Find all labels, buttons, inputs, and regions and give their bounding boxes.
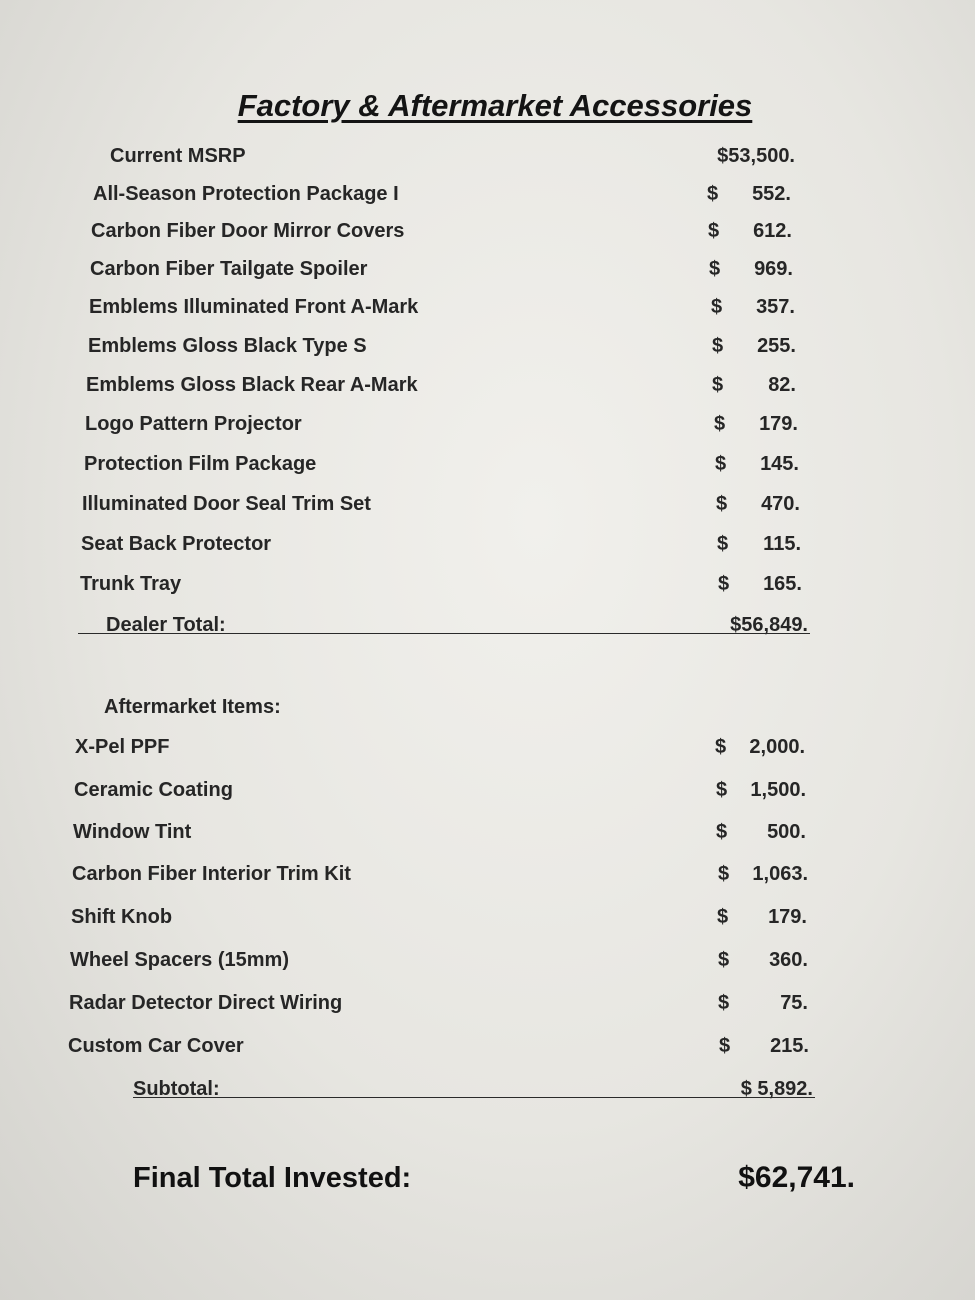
dollar-sign: $ [718,991,730,1014]
subtotal-amount: $ 5,892. [740,1077,813,1100]
item-label: Protection Film Package [84,452,317,475]
dealer-item-row [81,530,801,558]
item-label: Wheel Spacers (15mm) [70,948,289,971]
dollar-sign: $ [711,295,723,318]
dollar-sign: $ [717,905,729,928]
dollar-sign: $ [715,452,727,475]
item-amount: 1,063. [752,862,808,885]
item-amount: 357. [756,295,795,318]
dealer-item-row [82,490,800,518]
dollar-sign: $ [716,492,728,515]
dealer-item-row [93,180,791,208]
item-label: Carbon Fiber Interior Trim Kit [72,862,351,885]
item-label: Trunk Tray [80,572,182,595]
item-label: All-Season Protection Package I [93,182,399,205]
item-label: Window Tint [73,820,192,843]
msrp-label: Current MSRP [110,144,246,167]
item-amount: 145. [760,452,799,475]
item-amount: 360. [769,948,808,971]
dollar-sign: $ [712,373,724,396]
dollar-sign: $ [717,532,729,555]
item-label: Custom Car Cover [68,1034,244,1057]
item-label: Illuminated Door Seal Trim Set [82,492,371,515]
subtotal-rule [133,1097,815,1098]
item-amount: 82. [768,373,796,396]
dollar-sign: $ [708,219,720,242]
item-label: Emblems Gloss Black Type S [88,334,367,357]
dealer-item-row [89,293,795,321]
msrp-amount: $53,500. [717,144,795,167]
dollar-sign: $ [718,862,730,885]
aftermarket-item-row [74,776,806,804]
dealer-item-row [85,410,798,438]
item-amount: 2,000. [749,735,805,758]
aftermarket-item-row [73,818,806,846]
dealer-total-rule [78,633,810,634]
item-label: Carbon Fiber Door Mirror Covers [91,219,405,242]
subtotal-label: Subtotal: [133,1077,220,1100]
dealer-total-row [106,611,808,639]
dealer-item-row [86,371,796,399]
item-label: Seat Back Protector [81,532,272,555]
dollar-sign: $ [707,182,719,205]
page-title: Factory & Aftermarket Accessories [237,88,753,123]
aftermarket-item-row [68,1032,809,1060]
dollar-sign: $ [716,820,728,843]
dollar-sign: $ [714,412,726,435]
item-amount: 552. [752,182,791,205]
dollar-sign: $ [716,778,728,801]
dealer-item-row [84,450,799,478]
aftermarket-item-row [71,903,807,931]
dollar-sign: $ [718,948,730,971]
final-total-label: Final Total Invested: [133,1161,412,1194]
aftermarket-item-row [70,946,808,974]
final-total-row [133,1158,855,1198]
item-label: Shift Knob [71,905,173,928]
item-amount: 179. [759,412,798,435]
item-amount: 500. [767,820,806,843]
item-amount: 255. [757,334,796,357]
item-amount: 115. [763,532,801,555]
item-amount: 969. [754,257,793,280]
item-label: Logo Pattern Projector [85,412,302,435]
item-amount: 612. [753,219,792,242]
dealer-item-row [90,255,793,283]
item-label: Emblems Gloss Black Rear A-Mark [86,373,418,396]
item-amount: 179. [768,905,807,928]
item-label: Carbon Fiber Tailgate Spoiler [90,257,368,280]
item-amount: 470. [761,492,800,515]
item-label: Emblems Illuminated Front A-Mark [89,295,419,318]
dollar-sign: $ [718,572,730,595]
dealer-total-label: Dealer Total: [106,613,226,636]
aftermarket-heading: Aftermarket Items: [104,696,281,718]
final-total-amount: $62,741. [738,1161,855,1194]
item-amount: 165. [763,572,802,595]
dealer-item-row [91,217,792,245]
dollar-sign: $ [712,334,724,357]
item-label: Radar Detector Direct Wiring [69,991,343,1014]
dealer-total-amount: $56,849. [730,613,808,636]
dollar-sign: $ [715,735,727,758]
item-amount: 1,500. [750,778,806,801]
dealer-item-row [88,332,796,360]
item-amount: 215. [770,1034,809,1057]
dealer-item-row [80,570,802,598]
aftermarket-item-row [69,989,808,1017]
dollar-sign: $ [719,1034,731,1057]
subtotal-row [133,1075,813,1103]
item-amount: 75. [780,991,808,1014]
item-label: X-Pel PPF [75,735,170,758]
dollar-sign: $ [709,257,721,280]
msrp-row [110,142,795,170]
aftermarket-item-row [75,733,805,761]
item-label: Ceramic Coating [74,778,233,801]
aftermarket-item-row [72,860,808,888]
